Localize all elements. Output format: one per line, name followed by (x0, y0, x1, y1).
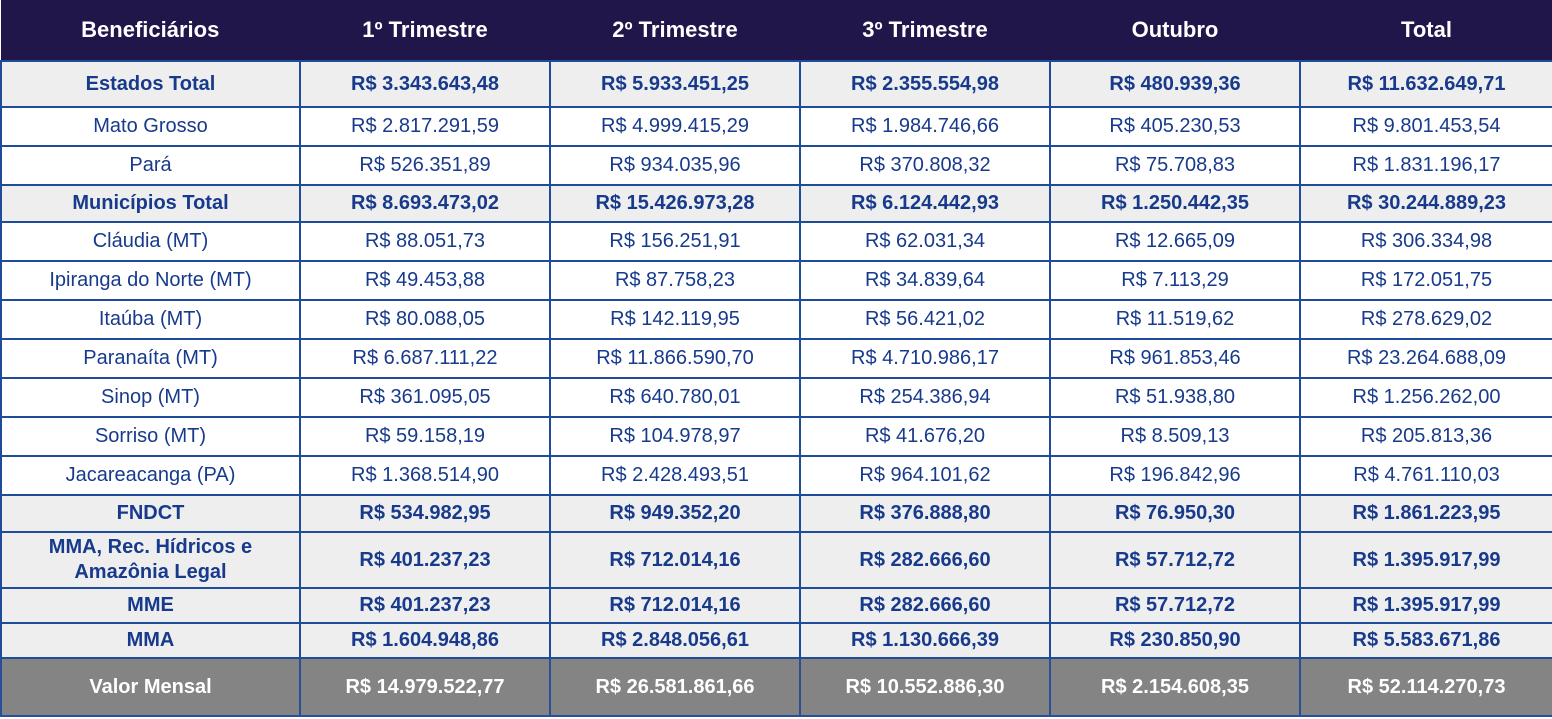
value-cell: R$ 361.095,05 (300, 378, 550, 417)
value-cell: R$ 80.088,05 (300, 300, 550, 339)
value-cell: R$ 1.130.666,39 (800, 623, 1050, 658)
value-cell: R$ 934.035,96 (550, 146, 800, 185)
value-cell: R$ 961.853,46 (1050, 339, 1300, 378)
value-cell: R$ 1.861.223,95 (1300, 495, 1552, 532)
table-row (1, 300, 1552, 339)
value-cell: R$ 11.519,62 (1050, 300, 1300, 339)
beneficiary-name-cell: MMA, Rec. Hídricos e Amazônia Legal (1, 532, 300, 588)
value-cell: R$ 405.230,53 (1050, 107, 1300, 146)
value-cell: R$ 4.761.110,03 (1300, 456, 1552, 495)
value-cell: R$ 34.839,64 (800, 261, 1050, 300)
beneficiary-name-cell: Cláudia (MT) (1, 222, 300, 261)
table-header-row (1, 0, 1552, 61)
value-cell: R$ 12.665,09 (1050, 222, 1300, 261)
value-cell: R$ 4.999.415,29 (550, 107, 800, 146)
value-cell: R$ 949.352,20 (550, 495, 800, 532)
value-cell: R$ 370.808,32 (800, 146, 1050, 185)
table-row (1, 378, 1552, 417)
value-cell: R$ 87.758,23 (550, 261, 800, 300)
beneficiary-name-cell: MMA (1, 623, 300, 658)
header-total: Total (1300, 0, 1552, 61)
value-cell: R$ 56.421,02 (800, 300, 1050, 339)
beneficiary-name-cell: Estados Total (1, 61, 300, 107)
value-cell: R$ 534.982,95 (300, 495, 550, 532)
value-cell: R$ 1.395.917,99 (1300, 588, 1552, 623)
value-cell: R$ 59.158,19 (300, 417, 550, 456)
beneficiary-name-cell: Jacareacanga (PA) (1, 456, 300, 495)
total-row (1, 495, 1552, 532)
value-cell: R$ 15.426.973,28 (550, 185, 800, 222)
value-cell: R$ 2.817.291,59 (300, 107, 550, 146)
value-cell: R$ 5.583.671,86 (1300, 623, 1552, 658)
table-body (1, 61, 1552, 716)
value-cell: R$ 1.831.196,17 (1300, 146, 1552, 185)
value-cell: R$ 1.256.262,00 (1300, 378, 1552, 417)
value-cell: R$ 8.509,13 (1050, 417, 1300, 456)
value-cell: R$ 23.264.688,09 (1300, 339, 1552, 378)
value-cell: R$ 1.604.948,86 (300, 623, 550, 658)
beneficiary-name-cell: MME (1, 588, 300, 623)
total-row (1, 61, 1552, 107)
summary-row (1, 658, 1552, 716)
total-row (1, 532, 1552, 588)
value-cell: R$ 282.666,60 (800, 588, 1050, 623)
value-cell: R$ 142.119,95 (550, 300, 800, 339)
value-cell: R$ 51.938,80 (1050, 378, 1300, 417)
value-cell: R$ 401.237,23 (300, 532, 550, 588)
value-cell: R$ 11.866.590,70 (550, 339, 800, 378)
value-cell: R$ 196.842,96 (1050, 456, 1300, 495)
beneficiary-name-cell: Itaúba (MT) (1, 300, 300, 339)
table-row (1, 261, 1552, 300)
value-cell: R$ 41.676,20 (800, 417, 1050, 456)
table-row (1, 456, 1552, 495)
value-cell: R$ 230.850,90 (1050, 623, 1300, 658)
value-cell: R$ 2.355.554,98 (800, 61, 1050, 107)
table-row (1, 146, 1552, 185)
beneficiary-name-cell: Mato Grosso (1, 107, 300, 146)
beneficiary-name-cell: Paranaíta (MT) (1, 339, 300, 378)
header-3-trimestre: 3º Trimestre (800, 0, 1050, 61)
value-cell: R$ 282.666,60 (800, 532, 1050, 588)
value-cell: R$ 1.984.746,66 (800, 107, 1050, 146)
table-row (1, 339, 1552, 378)
value-cell: R$ 480.939,36 (1050, 61, 1300, 107)
value-cell: R$ 278.629,02 (1300, 300, 1552, 339)
value-cell: R$ 88.051,73 (300, 222, 550, 261)
value-cell: R$ 2.154.608,35 (1050, 658, 1300, 716)
value-cell: R$ 57.712,72 (1050, 532, 1300, 588)
value-cell: R$ 7.113,29 (1050, 261, 1300, 300)
value-cell: R$ 306.334,98 (1300, 222, 1552, 261)
value-cell: R$ 104.978,97 (550, 417, 800, 456)
value-cell: R$ 5.933.451,25 (550, 61, 800, 107)
value-cell: R$ 2.428.493,51 (550, 456, 800, 495)
value-cell: R$ 62.031,34 (800, 222, 1050, 261)
beneficiary-name-cell: Municípios Total (1, 185, 300, 222)
value-cell: R$ 640.780,01 (550, 378, 800, 417)
beneficiary-name-cell: Ipiranga do Norte (MT) (1, 261, 300, 300)
value-cell: R$ 14.979.522,77 (300, 658, 550, 716)
value-cell: R$ 10.552.886,30 (800, 658, 1050, 716)
beneficiary-name-cell: Sorriso (MT) (1, 417, 300, 456)
value-cell: R$ 57.712,72 (1050, 588, 1300, 623)
value-cell: R$ 75.708,83 (1050, 146, 1300, 185)
header-beneficiarios: Beneficiários (1, 0, 300, 61)
value-cell: R$ 11.632.649,71 (1300, 61, 1552, 107)
table-row (1, 107, 1552, 146)
table-row (1, 417, 1552, 456)
value-cell: R$ 8.693.473,02 (300, 185, 550, 222)
value-cell: R$ 49.453,88 (300, 261, 550, 300)
value-cell: R$ 52.114.270,73 (1300, 658, 1552, 716)
beneficiary-name-cell: FNDCT (1, 495, 300, 532)
value-cell: R$ 376.888,80 (800, 495, 1050, 532)
value-cell: R$ 1.250.442,35 (1050, 185, 1300, 222)
value-cell: R$ 1.395.917,99 (1300, 532, 1552, 588)
total-row (1, 623, 1552, 658)
value-cell: R$ 964.101,62 (800, 456, 1050, 495)
total-row (1, 185, 1552, 222)
value-cell: R$ 6.687.111,22 (300, 339, 550, 378)
value-cell: R$ 254.386,94 (800, 378, 1050, 417)
value-cell: R$ 9.801.453,54 (1300, 107, 1552, 146)
value-cell: R$ 172.051,75 (1300, 261, 1552, 300)
value-cell: R$ 526.351,89 (300, 146, 550, 185)
value-cell: R$ 156.251,91 (550, 222, 800, 261)
value-cell: R$ 1.368.514,90 (300, 456, 550, 495)
value-cell: R$ 6.124.442,93 (800, 185, 1050, 222)
beneficiary-name-cell: Sinop (MT) (1, 378, 300, 417)
beneficiary-name-cell: Valor Mensal (1, 658, 300, 716)
value-cell: R$ 401.237,23 (300, 588, 550, 623)
value-cell: R$ 30.244.889,23 (1300, 185, 1552, 222)
total-row (1, 588, 1552, 623)
value-cell: R$ 205.813,36 (1300, 417, 1552, 456)
value-cell: R$ 712.014,16 (550, 532, 800, 588)
value-cell: R$ 3.343.643,48 (300, 61, 550, 107)
header-2-trimestre: 2º Trimestre (550, 0, 800, 61)
value-cell: R$ 4.710.986,17 (800, 339, 1050, 378)
beneficiary-name-cell: Pará (1, 146, 300, 185)
header-1-trimestre: 1º Trimestre (300, 0, 550, 61)
value-cell: R$ 712.014,16 (550, 588, 800, 623)
value-cell: R$ 76.950,30 (1050, 495, 1300, 532)
header-outubro: Outubro (1050, 0, 1300, 61)
table-row (1, 222, 1552, 261)
value-cell: R$ 2.848.056,61 (550, 623, 800, 658)
value-cell: R$ 26.581.861,66 (550, 658, 800, 716)
